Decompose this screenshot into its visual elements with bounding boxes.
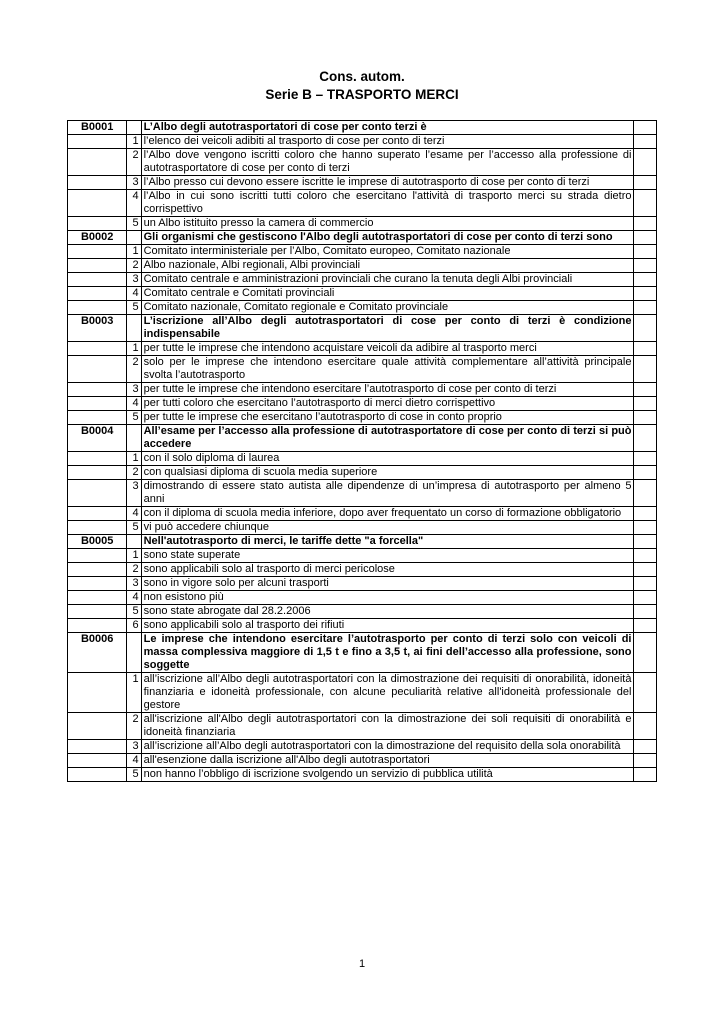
- answer-mark-cell: [634, 521, 657, 535]
- answer-mark-cell: [634, 619, 657, 633]
- answer-number: 1: [127, 549, 141, 563]
- title-line-1: Cons. autom.: [319, 69, 405, 84]
- answer-number: 5: [127, 521, 141, 535]
- answer-code-cell: [68, 754, 127, 768]
- answer-text: sono state superate: [141, 549, 634, 563]
- answer-number: 3: [127, 176, 141, 190]
- question-code: B0001: [68, 121, 127, 135]
- answer-number: 1: [127, 245, 141, 259]
- answer-number: 5: [127, 605, 141, 619]
- answer-number: 4: [127, 397, 141, 411]
- answer-text: Comitato centrale e Comitati provinciali: [141, 287, 634, 301]
- answer-text: vi può accedere chiunque: [141, 521, 634, 535]
- question-number-cell: [127, 425, 141, 452]
- answer-text: con il solo diploma di laurea: [141, 452, 634, 466]
- answer-mark-cell: [634, 356, 657, 383]
- answer-text: l’Albo presso cui devono essere iscritte le imprese di autotrasporto di cose per conto di terzi: [141, 176, 634, 190]
- answer-text: all'iscrizione all'Albo degli autotrasportatori con la dimostrazione dei soli requisiti di onorabilità e idoneità finanziaria: [141, 713, 634, 740]
- answer-row: [68, 190, 657, 217]
- answer-mark-cell: [634, 480, 657, 507]
- answer-row: [68, 342, 657, 356]
- answer-code-cell: [68, 342, 127, 356]
- answer-mark-cell: [634, 591, 657, 605]
- answer-number: 2: [127, 466, 141, 480]
- answer-code-cell: [68, 259, 127, 273]
- answer-text: all’iscrizione all’Albo degli autotrasportatori con la dimostrazione dei requisiti di onorabilità, idoneità finanziaria e idoneità professionale, con alcune peculiarità relative all'idoneità professionale del gestore: [141, 673, 634, 713]
- answer-code-cell: [68, 245, 127, 259]
- answer-row: [68, 754, 657, 768]
- answer-number: 1: [127, 342, 141, 356]
- answer-code-cell: [68, 411, 127, 425]
- answer-mark-cell: [634, 563, 657, 577]
- answer-text: Comitato interministeriale per l’Albo, Comitato europeo, Comitato nazionale: [141, 245, 634, 259]
- answer-mark-cell: [634, 149, 657, 176]
- answer-mark-cell: [634, 549, 657, 563]
- answer-mark-cell: [634, 535, 657, 549]
- question-text: L’iscrizione all’Albo degli autotrasportatori di cose per conto di terzi è condizione indispensabile: [141, 315, 634, 342]
- answer-code-cell: [68, 397, 127, 411]
- answer-text: l’Albo in cui sono iscritti tutti coloro che esercitano l'attività di trasporto merci su strada dietro corrispettivo: [141, 190, 634, 217]
- answer-row: [68, 563, 657, 577]
- answer-code-cell: [68, 149, 127, 176]
- answer-number: 4: [127, 507, 141, 521]
- answer-code-cell: [68, 383, 127, 397]
- answer-text: l’elenco dei veicoli adibiti al trasporto di cose per conto di terzi: [141, 135, 634, 149]
- answer-mark-cell: [634, 425, 657, 452]
- answer-row: [68, 713, 657, 740]
- answer-number: 1: [127, 673, 141, 713]
- answer-mark-cell: [634, 231, 657, 245]
- answer-text: Albo nazionale, Albi regionali, Albi provinciali: [141, 259, 634, 273]
- answer-mark-cell: [634, 121, 657, 135]
- answer-number: 5: [127, 301, 141, 315]
- question-number-cell: [127, 633, 141, 673]
- answer-code-cell: [68, 563, 127, 577]
- answer-mark-cell: [634, 452, 657, 466]
- answer-row: [68, 383, 657, 397]
- answer-number: 2: [127, 149, 141, 176]
- answer-mark-cell: [634, 259, 657, 273]
- answer-text: non esistono più: [141, 591, 634, 605]
- answer-number: 2: [127, 356, 141, 383]
- answer-number: 3: [127, 480, 141, 507]
- answer-text: Comitato nazionale, Comitato regionale e Comitato provinciale: [141, 301, 634, 315]
- answer-text: Comitato centrale e amministrazioni provinciali che curano la tenuta degli Albi provinciali: [141, 273, 634, 287]
- answer-number: 5: [127, 411, 141, 425]
- answer-code-cell: [68, 301, 127, 315]
- answer-code-cell: [68, 768, 127, 782]
- answer-row: [68, 591, 657, 605]
- answer-text: per tutte le imprese che intendono acquistare veicoli da adibire al trasporto merci: [141, 342, 634, 356]
- answer-code-cell: [68, 480, 127, 507]
- answer-mark-cell: [634, 315, 657, 342]
- answer-row: [68, 176, 657, 190]
- answer-mark-cell: [634, 740, 657, 754]
- answer-row: [68, 619, 657, 633]
- answer-mark-cell: [634, 273, 657, 287]
- answer-mark-cell: [634, 768, 657, 782]
- question-code: B0002: [68, 231, 127, 245]
- answer-row: [68, 287, 657, 301]
- answer-text: l’Albo dove vengono iscritti coloro che hanno superato l’esame per l’accesso alla professione di autotrasportatore di cose per conto di terzi: [141, 149, 634, 176]
- answer-code-cell: [68, 591, 127, 605]
- answer-row: [68, 768, 657, 782]
- answer-code-cell: [68, 356, 127, 383]
- answer-mark-cell: [634, 754, 657, 768]
- question-row: [68, 121, 657, 135]
- answer-number: 1: [127, 135, 141, 149]
- question-number-cell: [127, 535, 141, 549]
- answer-text: non hanno l’obbligo di iscrizione svolgendo un servizio di pubblica utilità: [141, 768, 634, 782]
- answer-mark-cell: [634, 633, 657, 673]
- answer-text: solo per le imprese che intendono esercitare quale attività complementare all’attività principale svolta l’autotrasporto: [141, 356, 634, 383]
- answer-number: 6: [127, 619, 141, 633]
- answer-row: [68, 301, 657, 315]
- answer-code-cell: [68, 217, 127, 231]
- answer-text: dimostrando di essere stato autista alle dipendenze di un’impresa di autotrasporto per almeno 5 anni: [141, 480, 634, 507]
- title-line-2: Serie B – TRASPORTO MERCI: [265, 87, 459, 102]
- answer-row: [68, 480, 657, 507]
- answer-mark-cell: [634, 507, 657, 521]
- answer-row: [68, 149, 657, 176]
- answer-row: [68, 577, 657, 591]
- question-number-cell: [127, 231, 141, 245]
- question-text: Nell'autotrasporto di merci, le tariffe dette "a forcella": [141, 535, 634, 549]
- answer-text: per tutte le imprese che esercitano l’autotrasporto di cose in conto proprio: [141, 411, 634, 425]
- answer-number: 4: [127, 287, 141, 301]
- answer-code-cell: [68, 466, 127, 480]
- answer-code-cell: [68, 549, 127, 563]
- question-code: B0003: [68, 315, 127, 342]
- answer-row: [68, 217, 657, 231]
- answer-code-cell: [68, 605, 127, 619]
- question-code: B0005: [68, 535, 127, 549]
- answer-row: [68, 356, 657, 383]
- answer-text: all’iscrizione all’Albo degli autotrasportatori con la dimostrazione del requisito della sola onorabilità: [141, 740, 634, 754]
- answer-code-cell: [68, 135, 127, 149]
- answer-row: [68, 135, 657, 149]
- answer-text: per tutti coloro che esercitano l’autotrasporto di merci dietro corrispettivo: [141, 397, 634, 411]
- answer-number: 2: [127, 713, 141, 740]
- answer-number: 3: [127, 273, 141, 287]
- answer-mark-cell: [634, 577, 657, 591]
- answer-text: con qualsiasi diploma di scuola media superiore: [141, 466, 634, 480]
- answer-number: 3: [127, 577, 141, 591]
- answer-mark-cell: [634, 673, 657, 713]
- answer-mark-cell: [634, 245, 657, 259]
- answer-text: all'esenzione dalla iscrizione all'Albo degli autotrasportatori: [141, 754, 634, 768]
- question-table-body: [68, 121, 657, 782]
- answer-row: [68, 673, 657, 713]
- answer-number: 3: [127, 383, 141, 397]
- answer-mark-cell: [634, 397, 657, 411]
- answer-code-cell: [68, 619, 127, 633]
- answer-number: 4: [127, 754, 141, 768]
- answer-code-cell: [68, 740, 127, 754]
- question-text: Gli organismi che gestiscono l'Albo degli autotrasportatori di cose per conto di terzi sono: [141, 231, 634, 245]
- question-row: [68, 231, 657, 245]
- answer-row: [68, 452, 657, 466]
- answer-row: [68, 273, 657, 287]
- answer-text: con il diploma di scuola media inferiore, dopo aver frequentato un corso di formazione obbligatorio: [141, 507, 634, 521]
- answer-mark-cell: [634, 287, 657, 301]
- answer-mark-cell: [634, 217, 657, 231]
- answer-mark-cell: [634, 301, 657, 315]
- answer-text: un Albo istituito presso la camera di commercio: [141, 217, 634, 231]
- question-row: [68, 425, 657, 452]
- answer-number: 4: [127, 591, 141, 605]
- answer-row: [68, 549, 657, 563]
- answer-code-cell: [68, 190, 127, 217]
- answer-row: [68, 259, 657, 273]
- question-number-cell: [127, 315, 141, 342]
- answer-row: [68, 466, 657, 480]
- answer-code-cell: [68, 287, 127, 301]
- answer-mark-cell: [634, 411, 657, 425]
- answer-code-cell: [68, 521, 127, 535]
- answer-text: sono in vigore solo per alcuni trasporti: [141, 577, 634, 591]
- answer-code-cell: [68, 176, 127, 190]
- answer-number: 2: [127, 563, 141, 577]
- question-row: [68, 535, 657, 549]
- question-row: [68, 315, 657, 342]
- answer-row: [68, 245, 657, 259]
- answer-number: 2: [127, 259, 141, 273]
- answer-number: 5: [127, 768, 141, 782]
- answer-mark-cell: [634, 342, 657, 356]
- document-title: [0, 68, 724, 104]
- answer-mark-cell: [634, 605, 657, 619]
- question-row: [68, 633, 657, 673]
- page-number: 1: [358, 958, 366, 970]
- question-table: [67, 120, 657, 782]
- answer-code-cell: [68, 577, 127, 591]
- answer-row: [68, 411, 657, 425]
- question-text: L’Albo degli autotrasportatori di cose per conto terzi è: [141, 121, 634, 135]
- answer-text: sono applicabili solo al trasporto di merci pericolose: [141, 563, 634, 577]
- question-code: B0004: [68, 425, 127, 452]
- answer-row: [68, 507, 657, 521]
- answer-number: 1: [127, 452, 141, 466]
- answer-code-cell: [68, 713, 127, 740]
- answer-number: 4: [127, 190, 141, 217]
- answer-row: [68, 397, 657, 411]
- question-number-cell: [127, 121, 141, 135]
- answer-row: [68, 605, 657, 619]
- answer-text: per tutte le imprese che intendono esercitare l’autotrasporto di cose per conto di terzi: [141, 383, 634, 397]
- answer-row: [68, 521, 657, 535]
- answer-mark-cell: [634, 383, 657, 397]
- answer-code-cell: [68, 273, 127, 287]
- answer-mark-cell: [634, 466, 657, 480]
- answer-text: sono applicabili solo al trasporto dei rifiuti: [141, 619, 634, 633]
- question-text: Le imprese che intendono esercitare l’autotrasporto per conto di terzi solo con veicoli di massa complessiva maggiore di 1,5 t e fino a 3,5 t, ai fini dell’accesso alla professione, sono soggette: [141, 633, 634, 673]
- question-code: B0006: [68, 633, 127, 673]
- question-text: All’esame per l’accesso alla professione di autotrasportatore di cose per conto di terzi si può accedere: [141, 425, 634, 452]
- answer-code-cell: [68, 673, 127, 713]
- answer-number: 3: [127, 740, 141, 754]
- answer-mark-cell: [634, 713, 657, 740]
- answer-mark-cell: [634, 176, 657, 190]
- answer-mark-cell: [634, 135, 657, 149]
- answer-number: 5: [127, 217, 141, 231]
- answer-code-cell: [68, 507, 127, 521]
- answer-text: sono state abrogate dal 28.2.2006: [141, 605, 634, 619]
- answer-mark-cell: [634, 190, 657, 217]
- answer-code-cell: [68, 452, 127, 466]
- answer-row: [68, 740, 657, 754]
